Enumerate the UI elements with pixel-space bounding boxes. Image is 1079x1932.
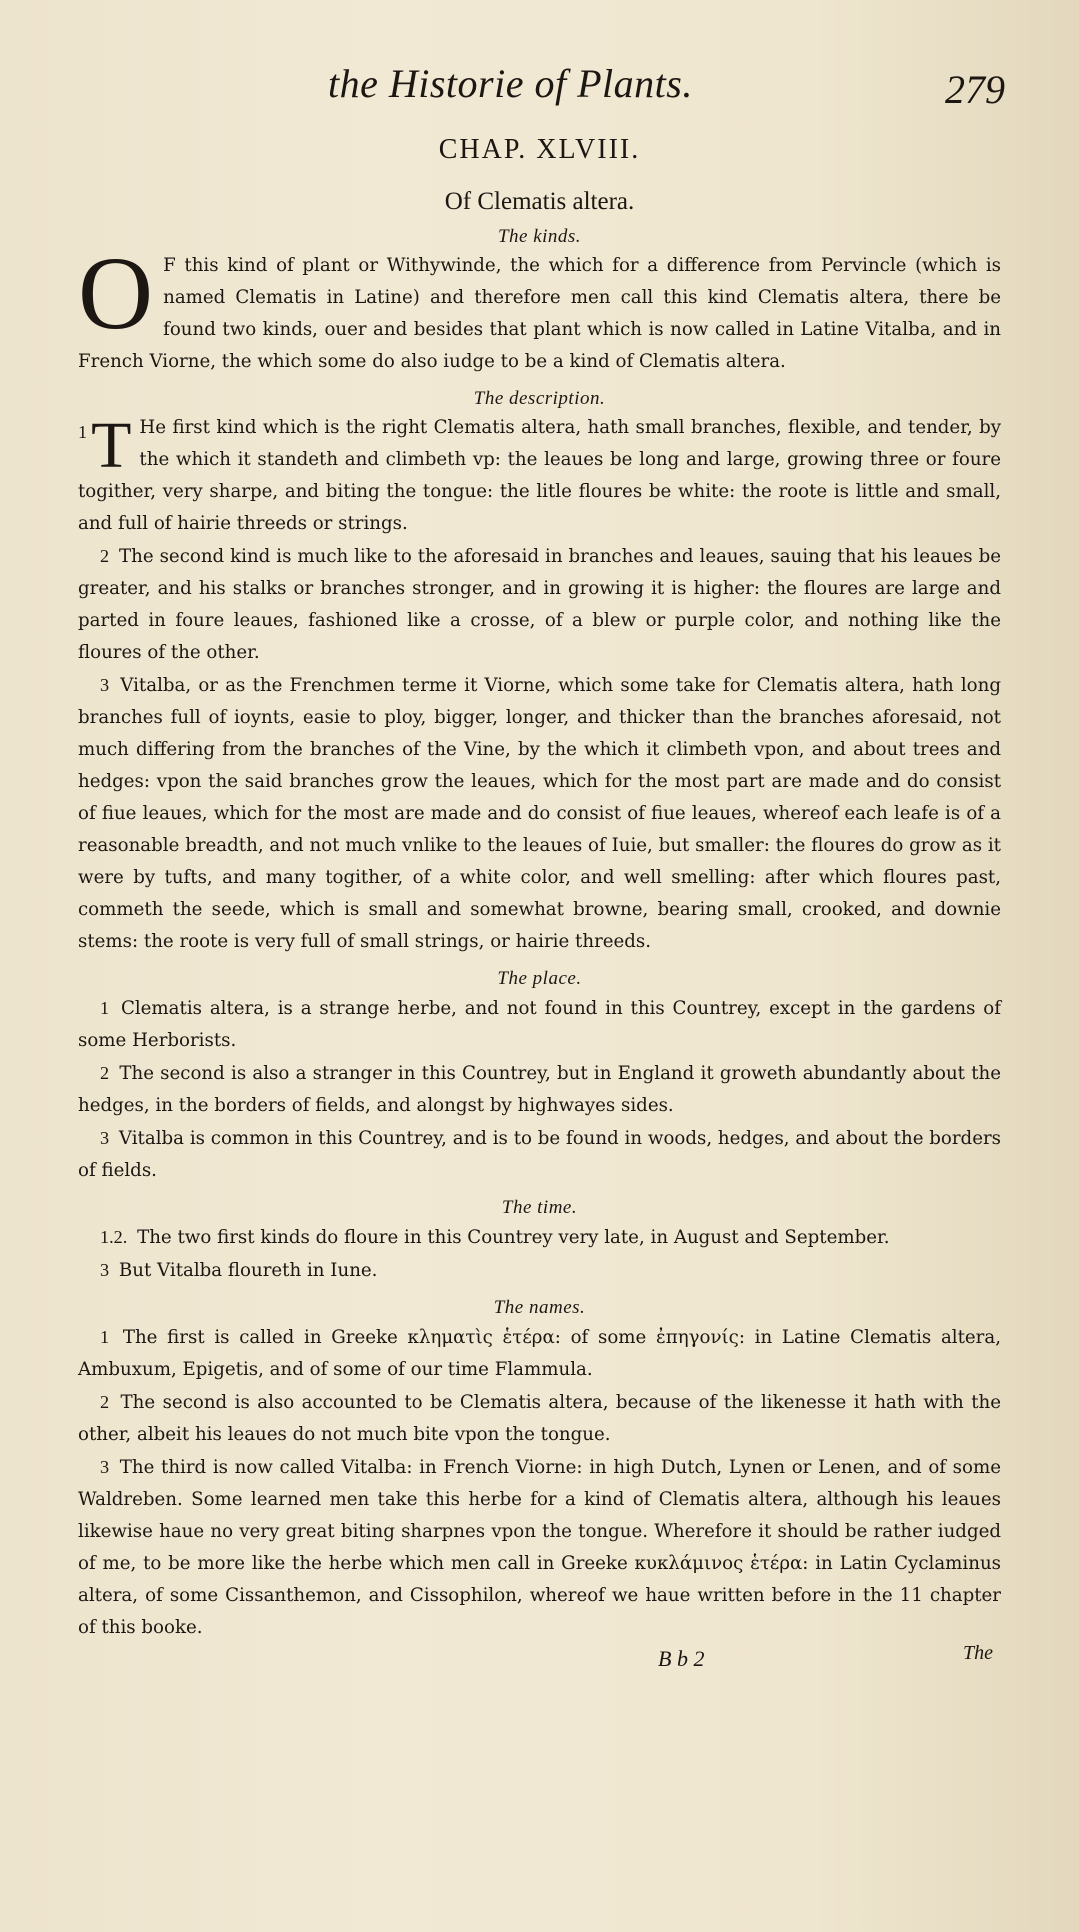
time-text-2: But Vitalba floureth in Iune. [118, 1260, 378, 1281]
paragraph-number: 2 [100, 546, 110, 566]
names-text-2: The second is also accounted to be Clematis altera, because of the likenesse it hath with the other, albeit his leaues do not much bite vpon the tongue. [78, 1392, 1001, 1445]
paragraph-number: 3 [100, 1260, 110, 1280]
names-text-1: The first is called in Greeke κληματὶς ἑτέρα: of some ἐπηγονίς: in Latine Clematis altera, Ambuxum, Epigetis, and of some of our time Flammula. [78, 1327, 1001, 1380]
kinds-text: F this kind of plant or Withywinde, the which for a difference from Pervincle (which is named Clematis in Latine) and therefore men call this kind Clematis altera, there be found two kinds, ouer and besides that plant which is now called in Latine Vitalba, and in French Viorne, the which some do also iudge to be a kind of Clematis altera. [78, 255, 1001, 372]
description-paragraph-2 [78, 540, 1001, 669]
paragraph-number: 1 [100, 998, 110, 1018]
paragraph-number: 1 [100, 1327, 110, 1347]
catchword: The [963, 1642, 993, 1664]
names-paragraph-2 [78, 1386, 1001, 1451]
chapter-title: Of Clematis altera. [444, 188, 635, 215]
place-paragraph-1 [78, 992, 1001, 1057]
dropcap-o: O [78, 236, 154, 351]
time-paragraph-2 [78, 1254, 1001, 1287]
description-text-1: He first kind which is the right Clematis altera, hath small branches, flexible, and tender, by the which it standeth and climbeth vp: the leaues be long and large, growing three or foure togither, very sharpe, and biting the tongue: the litle floures be white: the roote is little and small, and full of hairie threeds or strings. [78, 417, 1001, 534]
time-text-1: The two first kinds do floure in this Countrey very late, in August and September. [137, 1227, 890, 1248]
chapter-number: CHAP. XLVIII. [438, 134, 641, 165]
paragraph-number: 3 [100, 675, 110, 695]
page-header [78, 52, 1005, 122]
time-paragraph-1 [78, 1221, 1001, 1254]
section-heading-place: The place. [497, 968, 582, 989]
place-paragraph-2 [78, 1057, 1001, 1122]
place-text-1: Clematis altera, is a strange herbe, and not found in this Countrey, except in the gardens of some Herborists. [78, 998, 1001, 1051]
paragraph-number: 3 [100, 1128, 110, 1148]
names-paragraph-3 [78, 1451, 1001, 1644]
names-text-3: The third is now called Vitalba: in French Viorne: in high Dutch, Lynen or Lenen, and of some Waldreben. Some learned men take this herbe for a kind of Clematis altera, although his leaues likewise haue no very great biting sharpnes vpon the tongue. Wherefore it should be rather iudged of me, to be more like the herbe which men call in Greeke κυκλάμινος ἑτέρα: in Latin Cyclaminus altera, of some Cissanthemon, and Cissophilon, whereof we haue written before in the 11 chapter of this booke. [78, 1457, 1001, 1638]
dropcap-t: T [91, 409, 132, 482]
section-heading-time: The time. [501, 1197, 578, 1218]
place-text-2: The second is also a stranger in this Countrey, but in England it groweth abundantly about the hedges, in the borders of fields, and alongst by highwayes sides. [78, 1063, 1001, 1116]
paragraph-number: 1.2. [100, 1227, 128, 1247]
place-paragraph-3 [78, 1122, 1001, 1187]
page-footer [78, 1642, 1001, 1686]
names-paragraph-1 [78, 1321, 1001, 1386]
paragraph-number: 2 [100, 1392, 110, 1412]
paragraph-number: 1 [78, 422, 88, 442]
section-heading-description: The description. [473, 388, 606, 409]
paragraph-number: 3 [100, 1457, 110, 1477]
description-paragraph-3 [78, 669, 1001, 958]
signature-mark: B b 2 [658, 1646, 705, 1671]
description-text-3: Vitalba, or as the Frenchmen terme it Viorne, which some take for Clematis altera, hath long branches full of ioynts, easie to ploy, bigger, longer, and thicker than the branches aforesaid, not much differing from the branches of the Vine, by the which it climbeth vpon, and about trees and hedges: vpon the said branches grow the leaues, which for the most part are made and do consist of fiue leaues, which for the most are made and do consist of fiue leaues, whereof each leafe is of a reasonable breadth, and not much vnlike to the leaues of Iuie, but smaller: the floures do grow as it were by tufts, and many togither, of a white color, and well smelling: after which floures past, commeth the seede, which is small and somewhat browne, bearing small, crooked, and downie stems: the roote is very full of small strings, or hairie threeds. [78, 675, 1001, 952]
description-text-2: The second kind is much like to the aforesaid in branches and leaues, sauing that his leaues be greater, and his stalks or branches stronger, and in growing it is higher: the floures are large and parted in foure leaues, fashioned like a crosse, of a blew or purple color, and nothing like the floures of the other. [78, 546, 1001, 663]
section-heading-kinds: The kinds. [497, 226, 582, 247]
running-title: the Historie of Plants. [328, 61, 693, 106]
description-paragraph-1 [78, 409, 1001, 540]
section-heading-names: The names. [493, 1297, 586, 1318]
paragraph-number: 2 [100, 1063, 110, 1083]
page-number: 279 [945, 67, 1005, 112]
place-text-3: Vitalba is common in this Countrey, and is to be found in woods, hedges, and about the borders of fields. [78, 1128, 1001, 1181]
